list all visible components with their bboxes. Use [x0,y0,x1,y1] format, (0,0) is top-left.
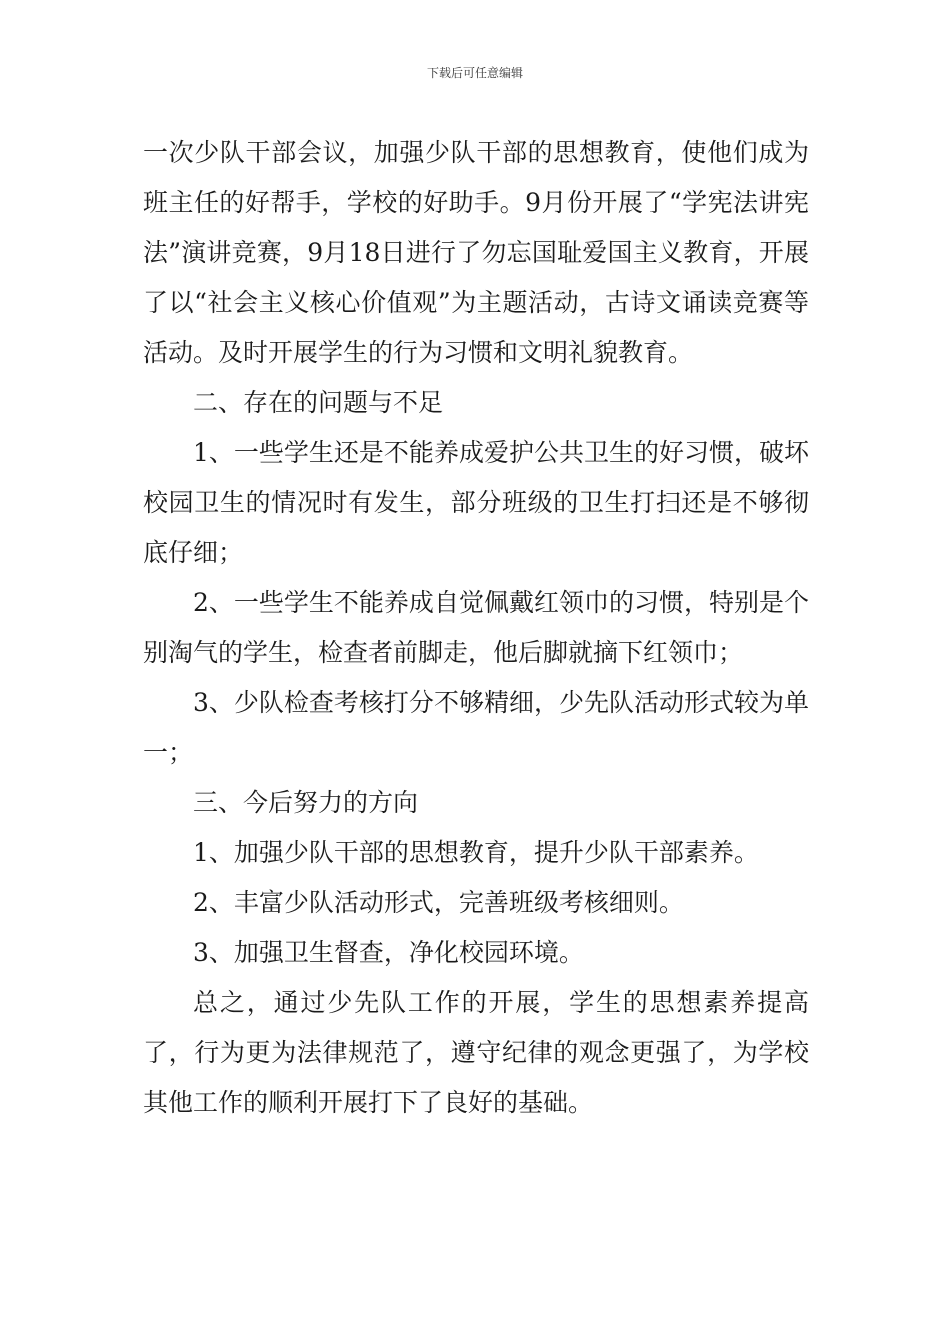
paragraph-continuation: 一次少队干部会议，加强少队干部的思想教育，使他们成为班主任的好帮手，学校的好助手。9月份开展了“学宪法讲宪法”演讲竞赛，9月18日进行了勿忘国耻爱国主义教育，开展了以“社会主义核心价值观”为主题活动，古诗文诵读竞赛等活动。及时开展学生的行为习惯和文明礼貌教育。 [143,138,809,367]
paragraph-direction-2: 2、丰富少队活动形式，完善班级考核细则。 [193,888,684,917]
paragraph-direction-1: 1、加强少队干部的思想教育，提升少队干部素养。 [193,838,759,867]
paragraph-direction-3: 3、加强卫生督查，净化校园环境。 [193,938,584,967]
paragraph-conclusion: 总之，通过少先队工作的开展，学生的思想素养提高了，行为更为法律规范了，遵守纪律的观念更强了，为学校其他工作的顺利开展打下了良好的基础。 [143,988,809,1117]
section-heading-problems: 二、存在的问题与不足 [193,388,444,417]
paragraph-problem-1: 1、一些学生还是不能养成爱护公共卫生的好习惯，破坏校园卫生的情况时有发生，部分班级的卫生打扫还是不够彻底仔细； [143,438,809,567]
page-header: 下载后可任意编辑 [426,66,523,80]
paragraph-problem-3: 3、少队检查考核打分不够精细，少先队活动形式较为单一； [143,688,809,767]
document-body [143,128,809,1128]
section-heading-direction: 三、今后努力的方向 [193,788,419,817]
paragraph-problem-2: 2、一些学生不能养成自觉佩戴红领巾的习惯，特别是个别淘气的学生，检查者前脚走，他后脚就摘下红领巾； [143,588,809,667]
